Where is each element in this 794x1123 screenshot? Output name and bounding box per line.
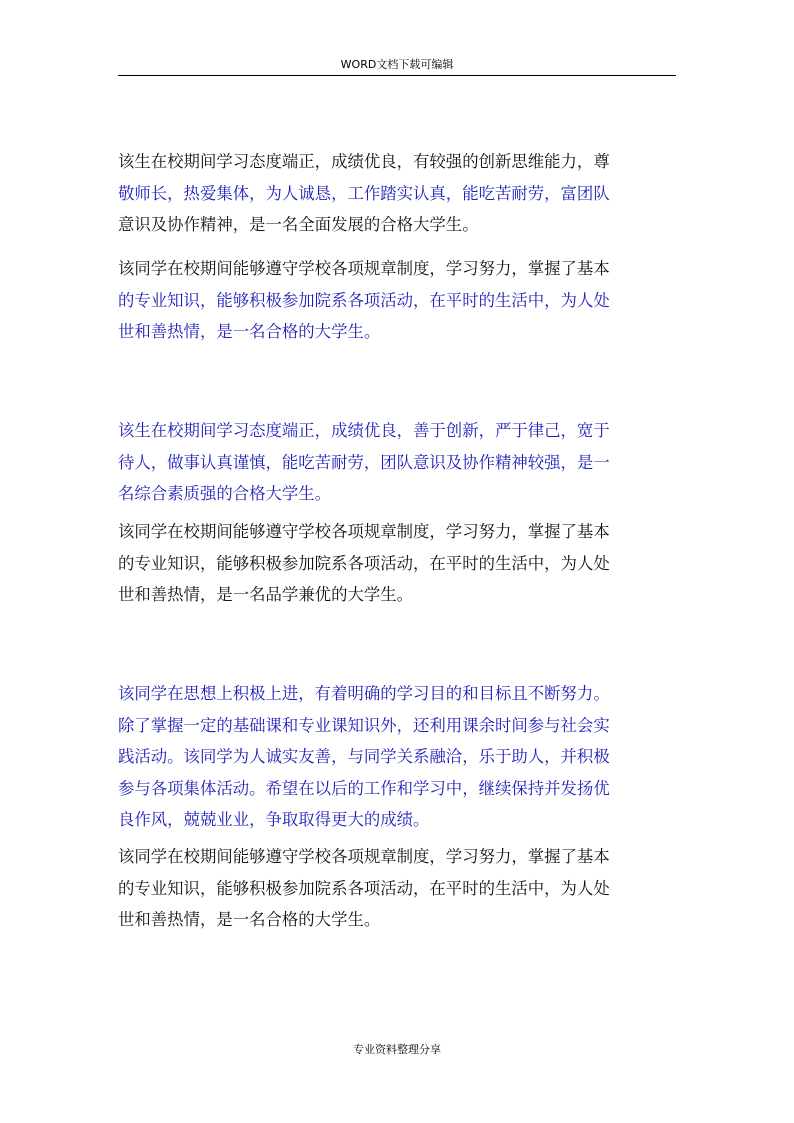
paragraph-line: 该同学在校期间能够遵守学校各项规章制度，学习努力，掌握了基本 bbox=[118, 847, 610, 866]
paragraph-2 bbox=[118, 253, 678, 348]
paragraph-line: 世和善热情，是一名合格的大学生。 bbox=[118, 322, 381, 341]
paragraph-line: 该同学在思想上积极上进，有着明确的学习目的和目标且不断努力。 bbox=[118, 684, 610, 703]
paragraph-line: 该生在校期间学习态度端正，成绩优良，善于创新，严于律己，宽于 bbox=[118, 421, 610, 440]
paragraph-6 bbox=[118, 841, 678, 936]
paragraph-line: 该同学在校期间能够遵守学校各项规章制度，学习努力，掌握了基本 bbox=[118, 259, 610, 278]
paragraph-5 bbox=[118, 678, 678, 836]
paragraph-line: 世和善热情，是一名品学兼优的大学生。 bbox=[118, 585, 414, 604]
paragraph-line: 世和善热情，是一名合格的大学生。 bbox=[118, 910, 381, 929]
paragraph-4 bbox=[118, 516, 678, 611]
paragraph-line: 的专业知识，能够积极参加院系各项活动，在平时的生活中，为人处 bbox=[118, 553, 610, 573]
page-footer: 专业资料整理分享 bbox=[353, 1043, 441, 1056]
paragraph-3 bbox=[118, 415, 678, 510]
paragraph-line: 除了掌握一定的基础课和专业课知识外，还利用课余时间参与社会实 bbox=[118, 715, 610, 735]
page-header bbox=[118, 55, 676, 76]
paragraph-1 bbox=[118, 146, 678, 241]
paragraph-line: 该同学在校期间能够遵守学校各项规章制度，学习努力，掌握了基本 bbox=[118, 522, 610, 541]
paragraph-line: 名综合素质强的合格大学生。 bbox=[118, 484, 332, 503]
header-text: WORD文档下载可编辑 bbox=[340, 58, 454, 71]
paragraph-line: 良作风，兢兢业业，争取取得更大的成绩。 bbox=[118, 810, 430, 829]
paragraph-line: 该生在校期间学习态度端正，成绩优良，有较强的创新思维能力，尊 bbox=[118, 152, 610, 171]
paragraph-line: 的专业知识，能够积极参加院系各项活动，在平时的生活中，为人处 bbox=[118, 290, 610, 310]
paragraph-line: 待人，做事认真谨慎，能吃苦耐劳，团队意识及协作精神较强，是一 bbox=[118, 452, 610, 472]
paragraph-line: 的专业知识，能够积极参加院系各项活动，在平时的生活中，为人处 bbox=[118, 878, 610, 898]
paragraph-line: 敬师长，热爱集体，为人诚恳，工作踏实认真，能吃苦耐劳，富团队 bbox=[118, 183, 610, 203]
paragraph-line: 参与各项集体活动。希望在以后的工作和学习中，继续保持并发扬优 bbox=[118, 778, 610, 798]
paragraph-line: 意识及协作精神，是一名全面发展的合格大学生。 bbox=[118, 215, 479, 234]
paragraph-line: 践活动。该同学为人诚实友善，与同学关系融洽，乐于助人，并积极 bbox=[118, 747, 610, 766]
